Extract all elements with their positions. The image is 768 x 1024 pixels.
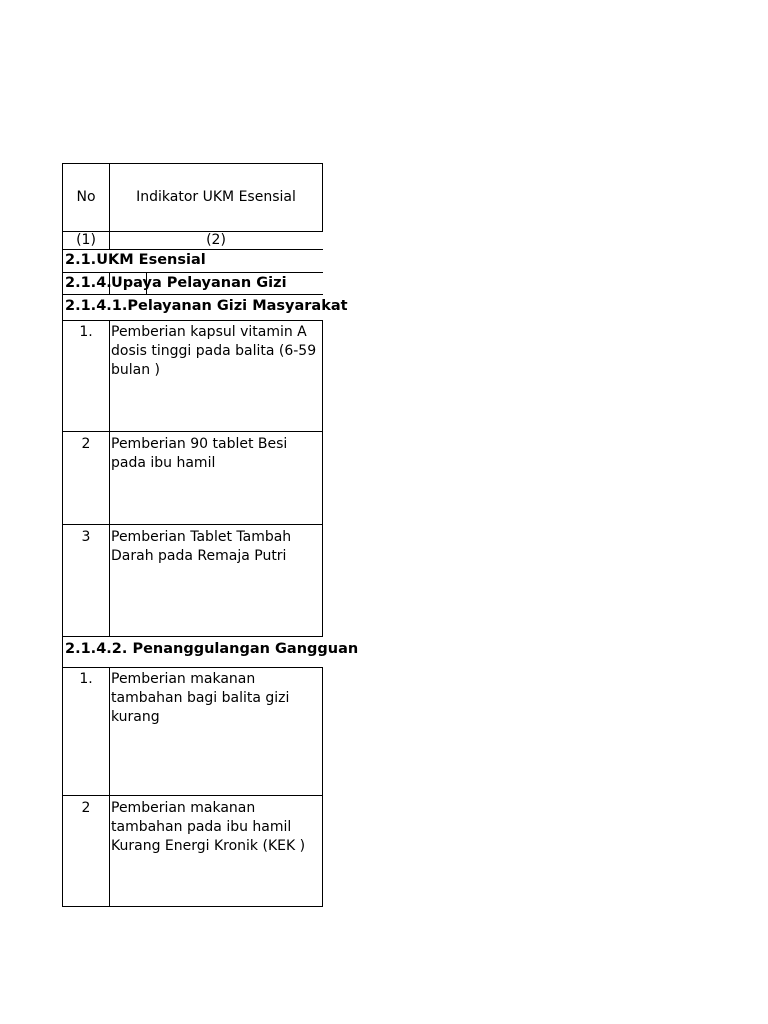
section-title: 2.1.UKM Esensial [65, 252, 206, 268]
grid-line [62, 294, 323, 295]
grid-line [109, 320, 110, 637]
grid-line [322, 320, 323, 637]
grid-line [62, 163, 323, 164]
row-indicator: Pemberian 90 tablet Besi pada ibu hamil [111, 436, 288, 471]
row-number: 2 [81, 436, 91, 452]
header-num-no: (1) [76, 232, 96, 248]
grid-line [62, 524, 323, 525]
grid-line [322, 667, 323, 907]
header-no: No [76, 189, 96, 205]
subsection-prefix: 2.1.4. [65, 275, 112, 291]
grid-line [62, 636, 323, 637]
row-number: 1. [79, 671, 93, 687]
header-indicator: Indikator UKM Esensial [136, 189, 296, 205]
subsection-label: Upaya Pelayanan Gizi [111, 275, 287, 291]
row-indicator: Pemberian makanan tambahan bagi balita gizi kurang [111, 671, 290, 725]
header-num-indicator: (2) [206, 232, 226, 248]
row-indicator: Pemberian Tablet Tambah Darah pada Remaja Putri [111, 529, 292, 564]
grid-line [62, 431, 323, 432]
grid-line [62, 667, 323, 668]
row-number: 2 [81, 800, 91, 816]
row-indicator: Pemberian kapsul vitamin A dosis tinggi pada balita (6-59 bulan ) [111, 324, 317, 378]
grid-line [109, 667, 110, 907]
row-number: 1. [79, 324, 93, 340]
grid-line [62, 320, 323, 321]
row-number: 3 [81, 529, 91, 545]
group-title: 2.1.4.1.Pelayanan Gizi Masyarakat [65, 298, 348, 314]
row-indicator: Pemberian makanan tambahan pada ibu hamil Kurang Energi Kronik (KEK ) [111, 800, 306, 854]
grid-line [62, 795, 323, 796]
grid-line [322, 163, 323, 232]
grid-line [62, 272, 323, 273]
grid-line [62, 906, 323, 907]
group-title: 2.1.4.2. Penanggulangan Gangguan [65, 641, 359, 657]
